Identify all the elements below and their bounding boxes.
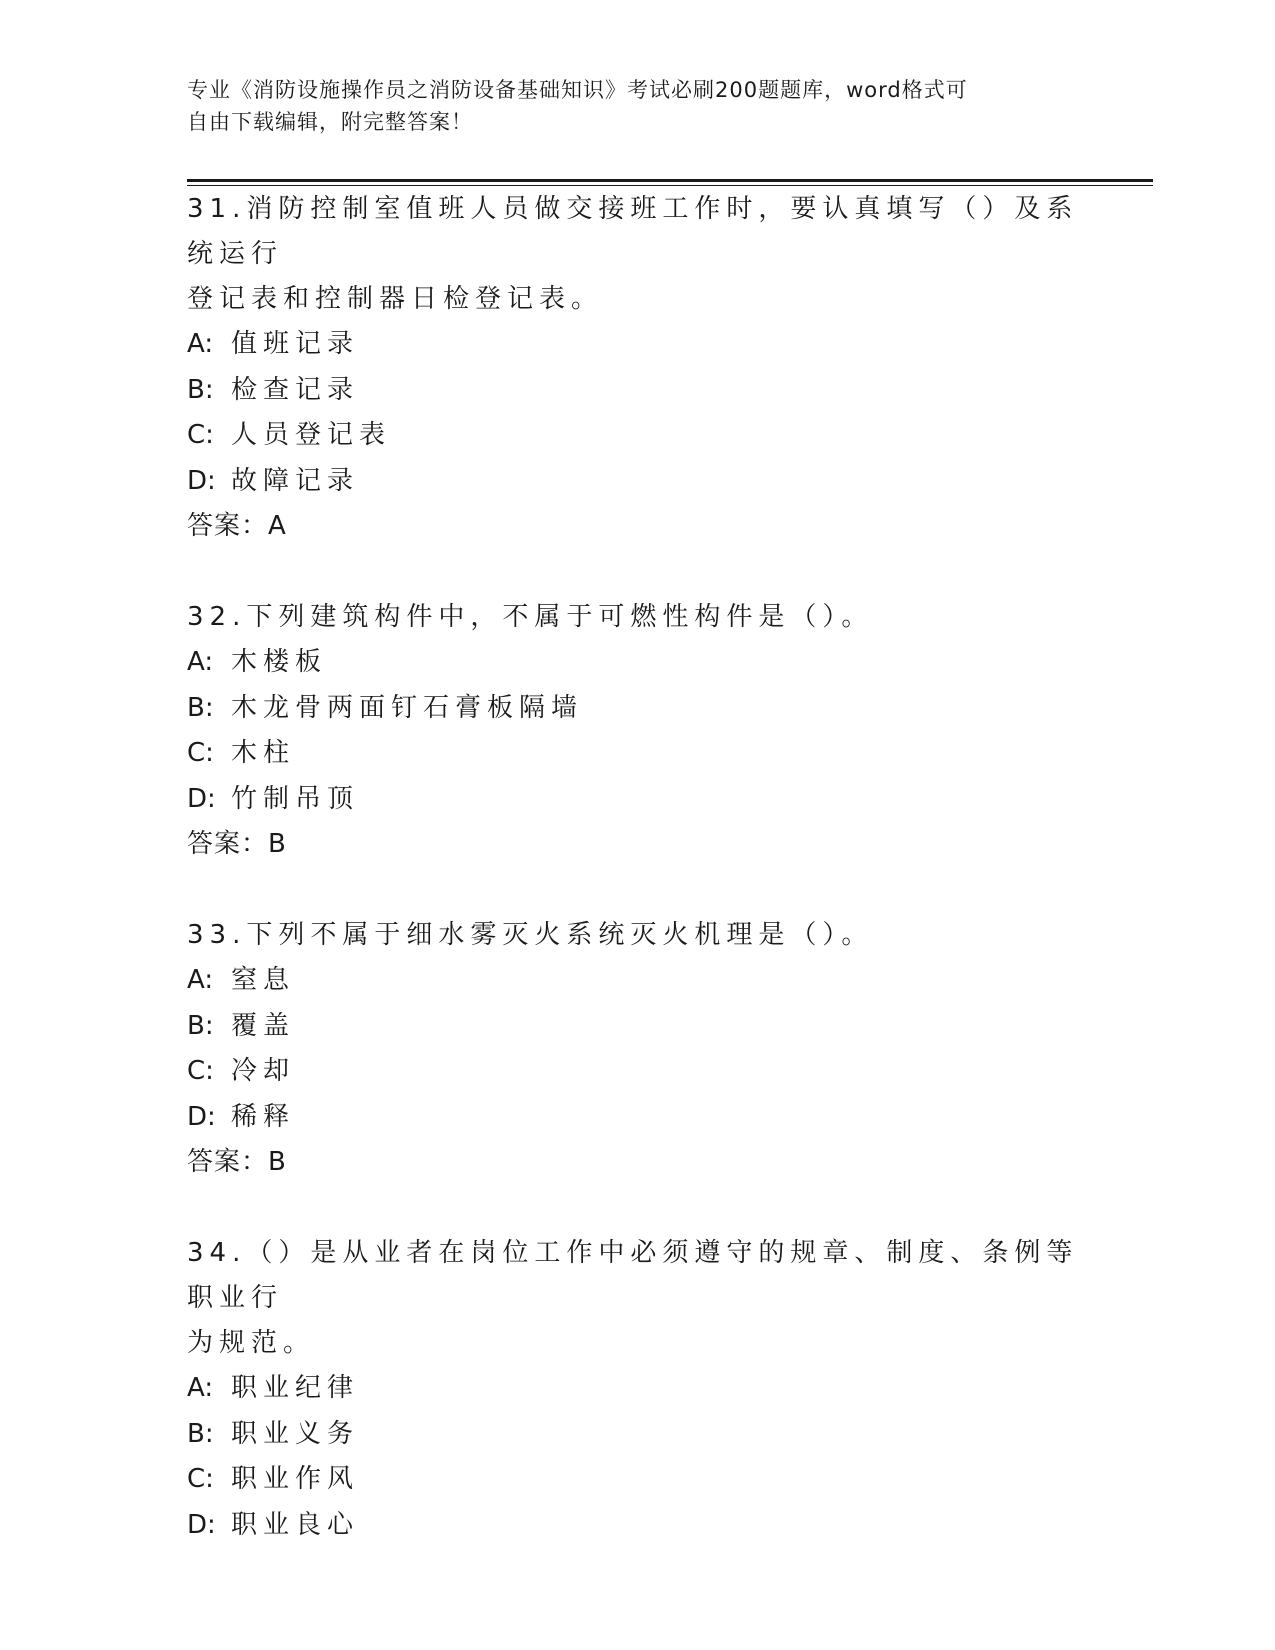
option-text: 木楼板 <box>231 647 328 677</box>
option-letter: B: <box>187 1010 214 1041</box>
question-stem-line-1: 31.消防控制室值班人员做交接班工作时，要认真填写（）及系统运行 <box>187 194 1079 269</box>
question-stem-line-2: 登记表和控制器日检登记表。 <box>187 284 604 314</box>
option-text: 职业作风 <box>231 1464 360 1494</box>
option-c <box>187 1049 1087 1095</box>
header-line-1: 专业《消防设施操作员之消防设备基础知识》考试必刷200题题库，word格式可 <box>187 78 968 102</box>
option-a <box>187 322 1087 368</box>
option-a <box>187 640 1087 686</box>
option-d <box>187 777 1087 823</box>
question-stem-line-1: 32.下列建筑构件中，不属于可燃性构件是（）。 <box>187 602 874 632</box>
option-b <box>187 368 1087 414</box>
option-text: 职业纪律 <box>231 1373 360 1403</box>
question-33 <box>187 913 1087 1185</box>
question-34 <box>187 1231 1087 1548</box>
question-31 <box>187 187 1087 549</box>
option-letter: B: <box>187 374 214 405</box>
question-32 <box>187 595 1087 867</box>
option-d <box>187 459 1087 505</box>
option-d <box>187 1095 1087 1141</box>
option-text: 木柱 <box>231 738 296 768</box>
header-divider-thick <box>187 179 1153 182</box>
option-b <box>187 1412 1087 1458</box>
option-text: 职业义务 <box>231 1418 360 1449</box>
answer-line: 答案：B <box>187 1147 287 1177</box>
option-letter: D: <box>187 783 216 814</box>
option-letter: B: <box>187 1418 214 1449</box>
option-c <box>187 1457 1087 1503</box>
option-letter: B: <box>187 692 214 723</box>
header-divider-thin <box>187 185 1153 186</box>
option-text: 冷却 <box>231 1056 296 1086</box>
option-b <box>187 1004 1087 1050</box>
option-letter: A: <box>187 965 214 995</box>
question-list <box>187 187 1087 1594</box>
option-text: 稀释 <box>231 1101 296 1132</box>
option-b <box>187 686 1087 732</box>
option-text: 覆盖 <box>231 1010 296 1041</box>
answer-line: 答案：A <box>187 511 287 541</box>
answer-line: 答案：B <box>187 829 287 859</box>
option-c <box>187 413 1087 459</box>
option-letter: A: <box>187 1373 214 1403</box>
option-text: 职业良心 <box>231 1509 360 1540</box>
option-letter: D: <box>187 465 216 496</box>
option-letter: C: <box>187 738 214 768</box>
option-letter: D: <box>187 1101 216 1132</box>
option-text: 木龙骨两面钉石膏板隔墙 <box>231 692 584 723</box>
question-stem-line-1: 33.下列不属于细水雾灭火系统灭火机理是（）。 <box>187 920 874 950</box>
option-text: 人员登记表 <box>231 420 392 450</box>
option-letter: C: <box>187 1464 214 1494</box>
option-letter: D: <box>187 1509 216 1540</box>
option-text: 值班记录 <box>231 329 360 359</box>
header-line-2: 自由下载编辑，附完整答案！ <box>187 110 473 134</box>
option-text: 检查记录 <box>231 374 360 405</box>
question-stem-line-2: 为规范。 <box>187 1328 316 1358</box>
option-a <box>187 1366 1087 1412</box>
option-letter: A: <box>187 647 214 677</box>
option-letter: C: <box>187 1056 214 1086</box>
option-text: 故障记录 <box>231 465 360 496</box>
document-header <box>187 74 1067 138</box>
option-letter: A: <box>187 329 214 359</box>
option-d <box>187 1503 1087 1549</box>
option-a <box>187 958 1087 1004</box>
option-text: 竹制吊顶 <box>231 783 360 814</box>
option-c <box>187 731 1087 777</box>
question-stem-line-1: 34.（）是从业者在岗位工作中必须遵守的规章、制度、条例等职业行 <box>187 1238 1079 1313</box>
option-letter: C: <box>187 420 214 450</box>
option-text: 窒息 <box>231 965 296 995</box>
